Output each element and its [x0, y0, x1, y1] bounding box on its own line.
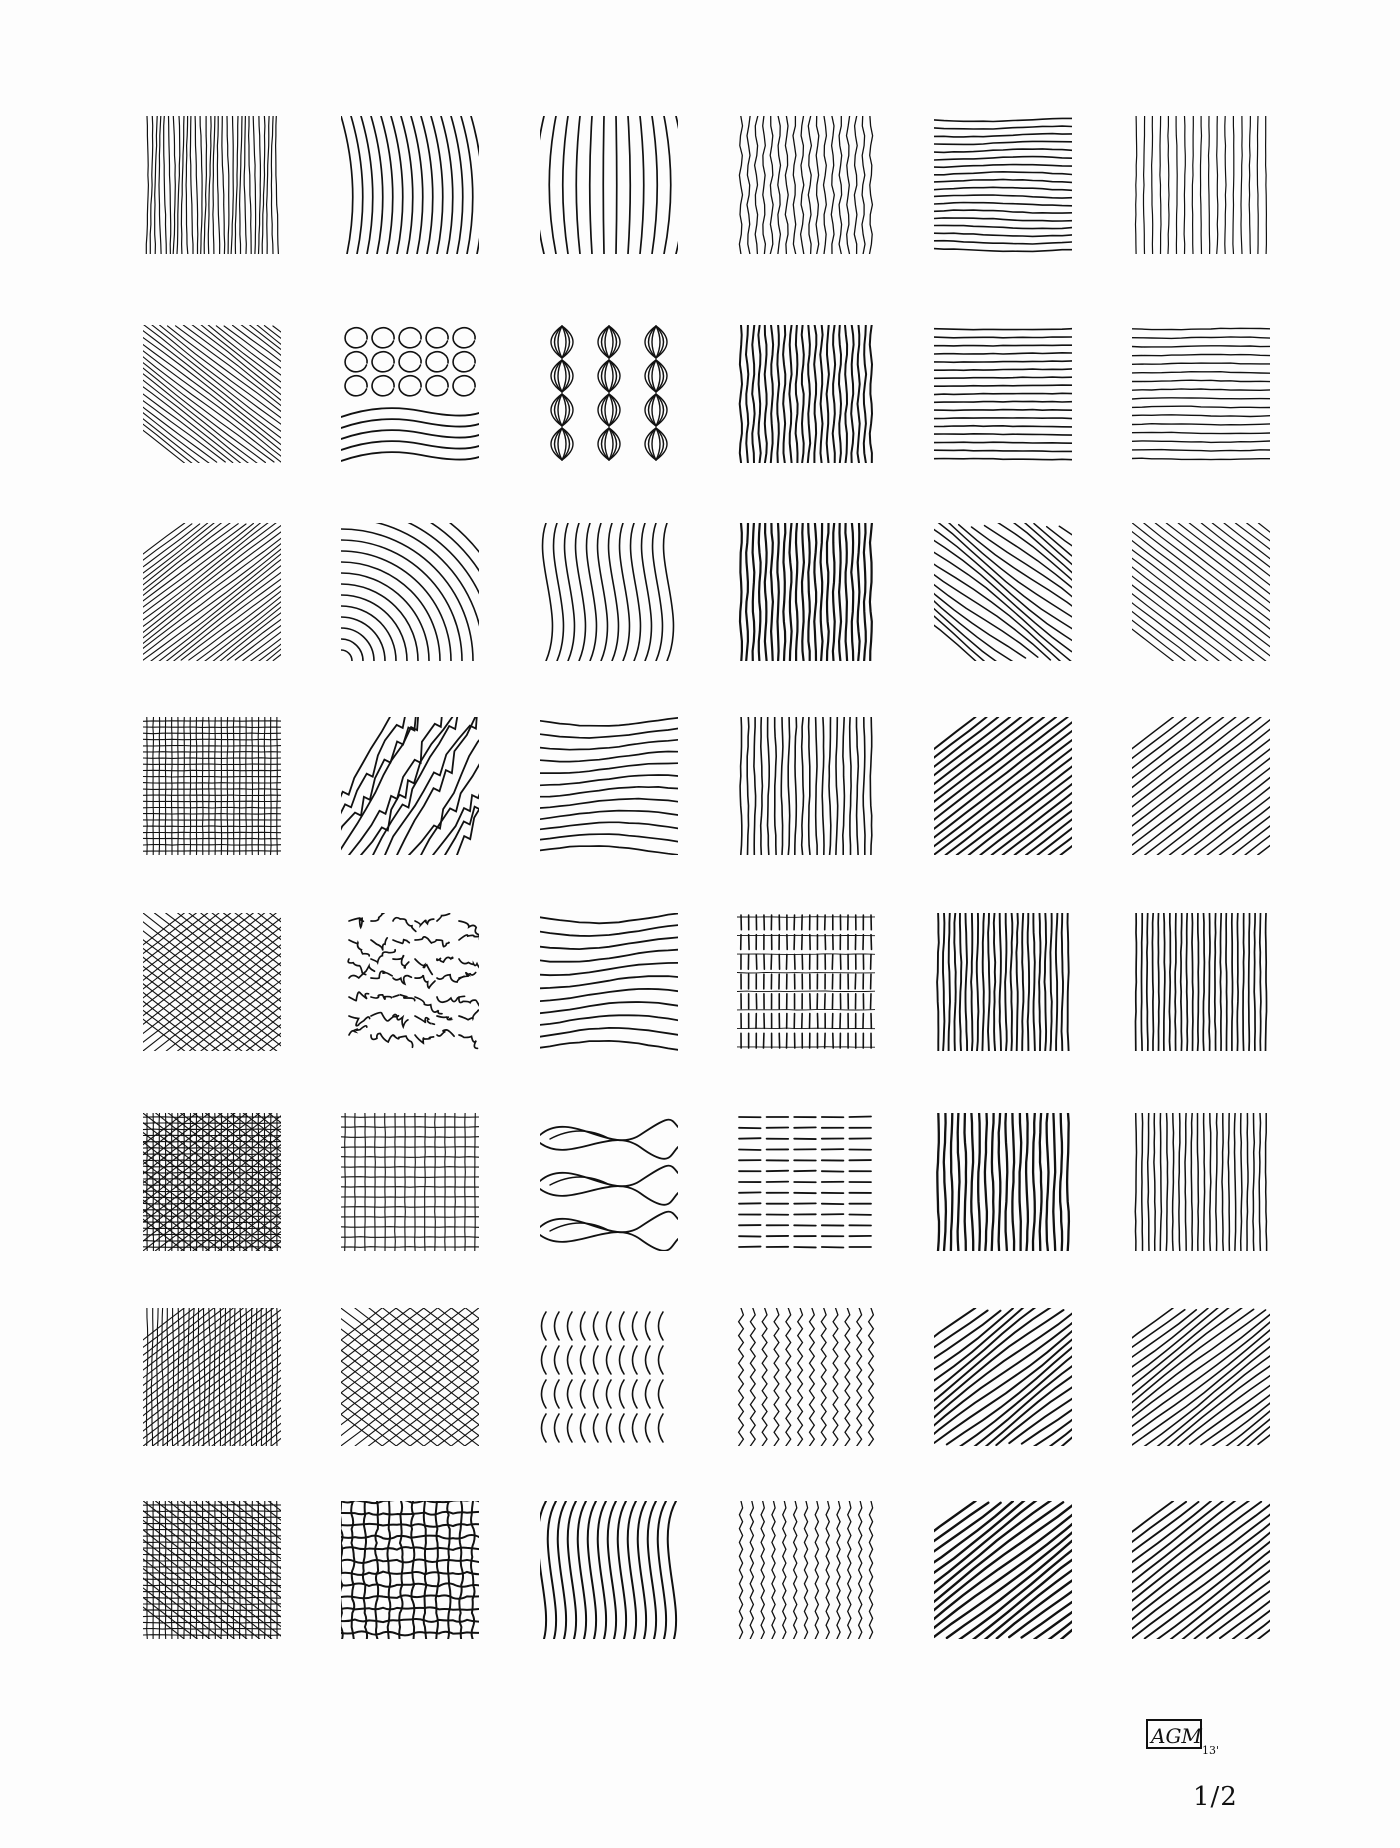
texture-swatch-vertical-bulge: [536, 116, 685, 254]
texture-swatch-concentric-arcs: [341, 485, 517, 661]
texture-swatch-diagonal-medium: [994, 1500, 1400, 1640]
texture-swatch-vertical-thick: [937, 1113, 1069, 1251]
texture-swatch-vertical-zigzag: [739, 1308, 874, 1446]
texture-swatch-diagonal-fine: [994, 523, 1400, 661]
texture-swatch-horizontal-wavy: [934, 118, 1072, 251]
texture-swatch-vertical-s-curves: [543, 523, 674, 661]
texture-swatch-vertical-ellipses: [551, 326, 667, 460]
texture-swatch-horizontal-waves: [540, 914, 678, 1050]
page-number: 1/2: [1193, 1782, 1238, 1812]
texture-swatch-vertical-sketchy: [146, 116, 278, 254]
texture-swatch-horizontal-flowing: [540, 718, 678, 855]
texture-swatch-arc-columns: [542, 1312, 664, 1442]
texture-swatch-crosshatch-sketchy: [143, 717, 281, 855]
texture-swatch-vertical-dense-bold: [740, 523, 872, 661]
texture-swatch-cobblestone-grid: [340, 1499, 481, 1641]
texture-swatch-vertical-zigzag-fine: [739, 1501, 872, 1639]
texture-swatch-diagonal-sketchy: [5, 324, 452, 464]
texture-swatch-vertical-fine: [1135, 1113, 1266, 1251]
texture-swatch-vertical-curved-right: [341, 116, 483, 254]
texture-swatch-vertical-dense-wavy: [740, 325, 872, 463]
texture-swatch-grid-hand: [341, 1113, 479, 1251]
texture-swatch-horizontal-even: [1132, 328, 1270, 459]
signature-year: 13': [1202, 1744, 1220, 1757]
signature-stamp: [1146, 1716, 1220, 1760]
texture-swatch-horizontal-straight: [934, 329, 1072, 460]
texture-swatch-vertical-straight: [740, 717, 872, 855]
texture-swatch-leaf-loops: [540, 1120, 678, 1251]
texture-swatch-diagonal-sketchy-steep: [5, 522, 453, 662]
texture-swatch-vertical-curved-left: [538, 1501, 676, 1639]
texture-swatch-vertical-fine-wavy: [739, 116, 872, 254]
texture-swatch-crosshatch-dense: [5, 1113, 448, 1251]
texture-swatch-diagonal-even: [994, 717, 1400, 855]
texture-swatch-circles-and-waves: [341, 328, 479, 461]
signature-initials: AGM: [1151, 1724, 1202, 1748]
texture-swatch-crosshatch-triple: [5, 1501, 448, 1639]
texture-swatch-crosshatch-diagonal: [5, 913, 449, 1051]
texture-swatch-horizontal-dashed: [739, 1117, 871, 1248]
texture-swatch-vertical-sparse: [1136, 116, 1267, 254]
texture-swatch-diagonal-maze: [301, 699, 556, 855]
texture-swatch-diagonal-bold: [796, 717, 1240, 855]
texture-swatch-squiggle-worms: [348, 904, 487, 1049]
texture-swatch-vertical-even: [1136, 913, 1267, 1051]
texture-swatch-vertical-dense-straight: [937, 913, 1069, 1051]
texture-swatch-dashed-grid: [737, 915, 875, 1048]
texture-swatch-diagonal-heavy: [796, 1499, 1239, 1641]
texture-swatch-diagonal-curved: [796, 519, 1239, 665]
